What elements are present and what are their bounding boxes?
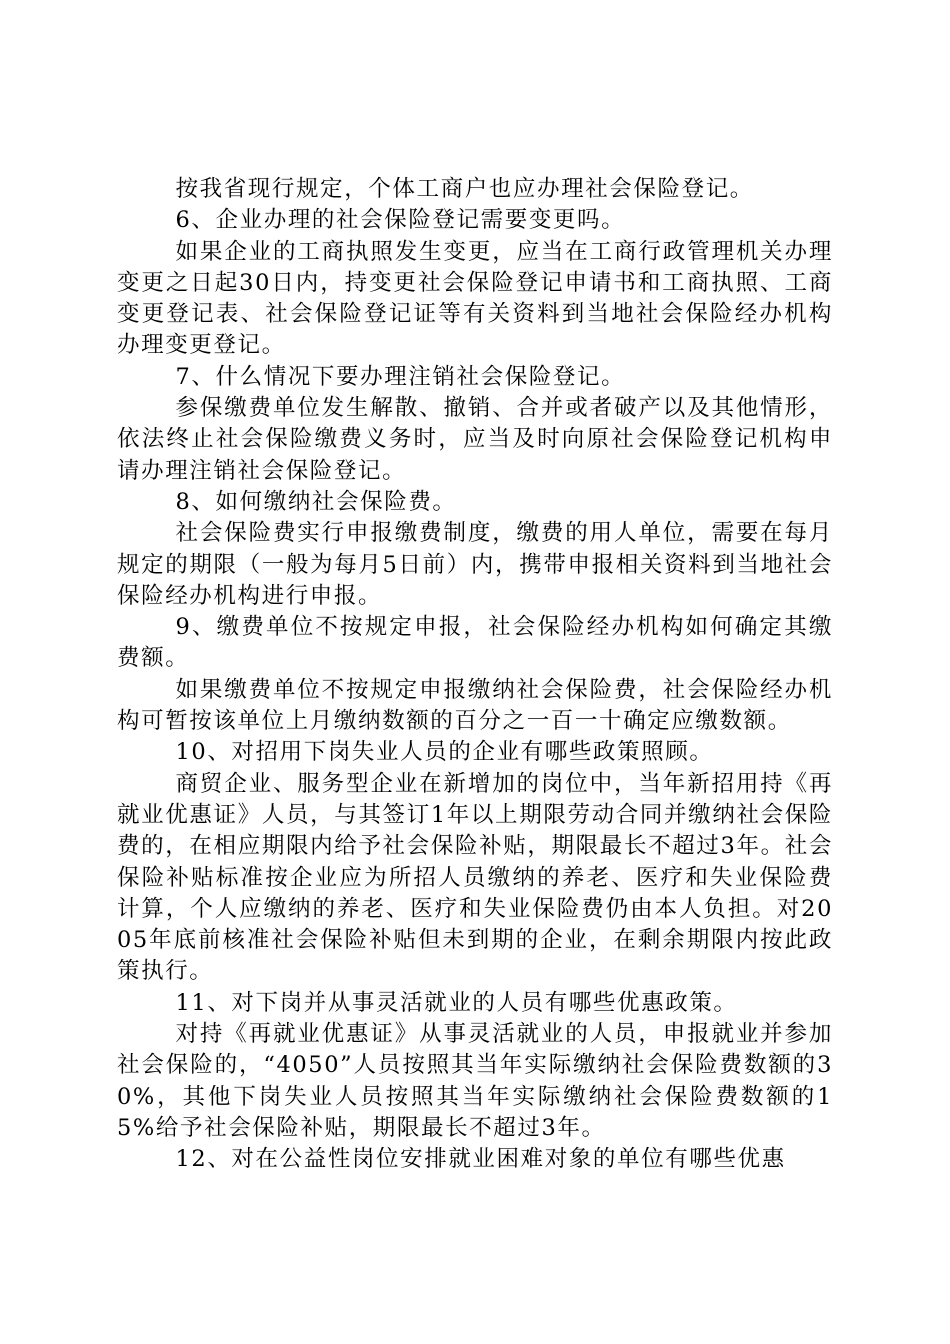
question-10-heading: 10、对招用下岗失业人员的企业有哪些政策照顾。 xyxy=(175,739,714,766)
paragraph-individual-business: 按我省现行规定，个体工商户也应办理社会保险登记。 xyxy=(175,176,754,202)
answer-7-paragraph: 参保缴费单位发生解散、撤销、合并或者破产以及其他情形，依法终止社会保险缴费义务时，应当及时向原社会保险登记机构申请办理注销社会保险登记。 xyxy=(117,395,833,484)
document-body xyxy=(117,174,833,1176)
answer-11-paragraph: 对持《再就业优惠证》从事灵活就业的人员，申报就业并参加社会保险的，“4050”人员按照其当年实际缴纳社会保险费数额的30%，其他下岗失业人员按照其当年实际缴纳社会保险费数额的15%给予社会保险补贴，期限最长不超过3年。 xyxy=(117,1021,833,1141)
answer-6-paragraph: 如果企业的工商执照发生变更，应当在工商行政管理机关办理变更之日起30日内，持变更社会保险登记申请书和工商执照、工商变更登记表、社会保险登记证等有关资料到当地社会保险经办机构办理变更登记。 xyxy=(117,238,833,359)
question-12-heading: 12、对在公益性岗位安排就业困难对象的单位有哪些优惠 xyxy=(175,1146,786,1173)
answer-9-paragraph: 如果缴费单位不按规定申报缴纳社会保险费，社会保险经办机构可暂按该单位上月缴纳数额的百分之一百一十确定应缴数额。 xyxy=(117,676,833,735)
question-6-heading: 6、企业办理的社会保险登记需要变更吗。 xyxy=(175,207,626,234)
question-7-heading: 7、什么情况下要办理注销社会保险登记。 xyxy=(175,363,626,390)
question-9-heading: 9、缴费单位不按规定申报，社会保险经办机构如何确定其缴费额。 xyxy=(117,614,833,672)
question-8-heading: 8、如何缴纳社会保险费。 xyxy=(175,488,457,515)
answer-10-paragraph: 商贸企业、服务型企业在新增加的岗位中，当年新招用持《再就业优惠证》人员，与其签订1年以上期限劳动合同并缴纳社会保险费的，在相应期限内给予社会保险补贴，期限最长不超过3年。社会保险补贴标准按企业应为所招人员缴纳的养老、医疗和失业保险费计算，个人应缴纳的养老、医疗和失业保险费仍由本人负担。对2005年底前核准社会保险补贴但未到期的企业，在剩余期限内按此政策执行。 xyxy=(117,770,833,985)
answer-8-paragraph: 社会保险费实行申报缴费制度，缴费的用人单位，需要在每月规定的期限（一般为每月5日前）内，携带申报相关资料到当地社会保险经办机构进行申报。 xyxy=(117,520,833,609)
question-11-heading: 11、对下岗并从事灵活就业的人员有哪些优惠政策。 xyxy=(175,989,738,1016)
